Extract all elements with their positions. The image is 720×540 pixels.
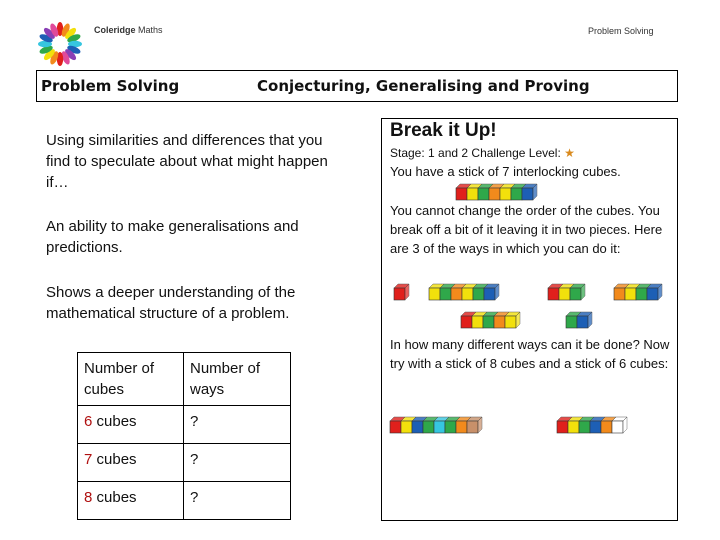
- title-bar-section: Problem Solving: [41, 77, 180, 95]
- table-header-row: [78, 353, 291, 406]
- title-bar: [36, 70, 678, 102]
- problem-title: Break it Up!: [390, 120, 497, 141]
- ways-table: [77, 352, 291, 520]
- table-row: [78, 444, 291, 482]
- cube: [467, 417, 482, 433]
- cube: [570, 284, 585, 300]
- ways-cell: ?: [184, 406, 291, 444]
- split-example-1a: [393, 283, 410, 306]
- stage-level: Stage: 1 and 2 Challenge Level: ★: [390, 146, 575, 160]
- coleridge-logo-icon: [34, 20, 86, 68]
- split-example-2a: [547, 283, 586, 306]
- cube: [522, 184, 537, 200]
- cube-stick-8: [389, 416, 483, 439]
- problem-intro: You have a stick of 7 interlocking cubes.: [390, 164, 621, 179]
- cube: [577, 312, 592, 328]
- problem-question: In how many different ways can it be done? Now try with a stick of 8 cubes and a stick of 6 cubes:: [390, 337, 670, 371]
- cubes-cell: 8 cubes: [78, 482, 184, 520]
- description-similarities: Using similarities and differences that you find to speculate about what might happen if…: [46, 132, 328, 191]
- ways-cell: ?: [184, 482, 291, 520]
- star-icon: ★: [564, 146, 575, 160]
- ways-cell: ?: [184, 444, 291, 482]
- table-row: [78, 482, 291, 520]
- cubes-cell: 6 cubes: [78, 406, 184, 444]
- split-example-3a: [460, 311, 521, 334]
- split-example-2b: [613, 283, 663, 306]
- cube-stick-6: [556, 416, 628, 439]
- cube-stick-7: [455, 183, 538, 206]
- brand-name: Coleridge Maths: [94, 25, 163, 35]
- cube: [484, 284, 499, 300]
- cube: [394, 284, 409, 300]
- description-structure: Shows a deeper understanding of the mathematical structure of a problem.: [46, 284, 296, 322]
- split-example-3b: [565, 311, 593, 334]
- cubes-cell: 7 cubes: [78, 444, 184, 482]
- split-example-1b: [428, 283, 500, 306]
- table-row: [78, 406, 291, 444]
- header-number-of-ways: Number of ways: [184, 353, 291, 406]
- cube: [647, 284, 662, 300]
- page-title: Conjecturing, Generalising and Proving: [257, 77, 590, 95]
- description-generalisations: An ability to make generalisations and predictions.: [46, 218, 299, 256]
- cube: [612, 417, 627, 433]
- cube: [505, 312, 520, 328]
- problem-rules: You cannot change the order of the cubes. You break off a bit of it leaving it in two pieces. Here are 3 of the ways in which you can do it:: [390, 203, 663, 256]
- header-number-of-cubes: Number of cubes: [78, 353, 184, 406]
- header-subject: Problem Solving: [588, 26, 654, 36]
